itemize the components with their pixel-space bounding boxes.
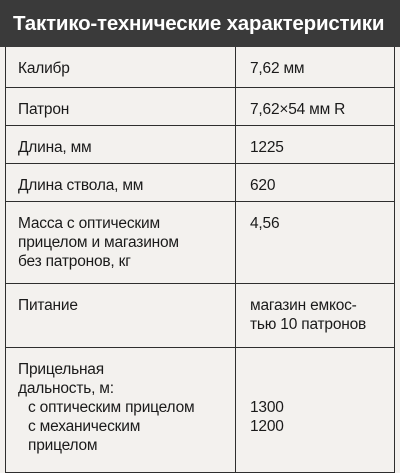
row-value <box>236 284 394 347</box>
row-label: Длина ствола, мм <box>6 164 236 201</box>
row-label-line: прицелом и магазином <box>18 234 179 251</box>
table-row-mass <box>6 202 394 284</box>
row-value <box>236 348 394 473</box>
table-row-feed <box>6 284 394 348</box>
table-title: Тактико-технические характеристики <box>0 0 400 47</box>
row-value: 7,62×54 мм R <box>250 101 346 118</box>
row-label-line: прицелом <box>28 437 98 454</box>
row-label: Питание <box>6 284 236 347</box>
row-value: 620 <box>250 177 276 194</box>
row-label-line: Масса с оптическим <box>18 215 160 232</box>
row-label: Калибр <box>6 47 236 87</box>
table-row-caliber <box>6 47 394 88</box>
table-row-sight-range <box>6 348 394 473</box>
row-label-line: с оптическим прицелом <box>28 399 195 416</box>
table-row-length <box>6 126 394 164</box>
row-label: Патрон <box>6 88 236 125</box>
row-label: Длина, мм <box>6 126 236 163</box>
row-value: 7,62 мм <box>250 60 305 77</box>
row-value-line: 1200 <box>250 418 284 435</box>
row-label <box>6 202 236 283</box>
row-value-line: магазин емкос- <box>250 297 357 314</box>
row-label-line: без патронов, кг <box>18 253 131 270</box>
row-label-line: Прицельная <box>18 361 104 378</box>
row-value-line: 1300 <box>250 399 284 416</box>
row-label-line: с механическим <box>28 418 141 435</box>
table-row-cartridge <box>6 88 394 126</box>
row-label-line: дальность, м: <box>18 380 114 397</box>
row-value: 4,56 <box>250 215 280 232</box>
row-value-line: тью 10 патронов <box>250 316 367 333</box>
row-label <box>6 348 236 473</box>
row-value: 1225 <box>250 139 284 156</box>
specs-table <box>5 47 395 473</box>
table-row-barrel-length <box>6 164 394 202</box>
